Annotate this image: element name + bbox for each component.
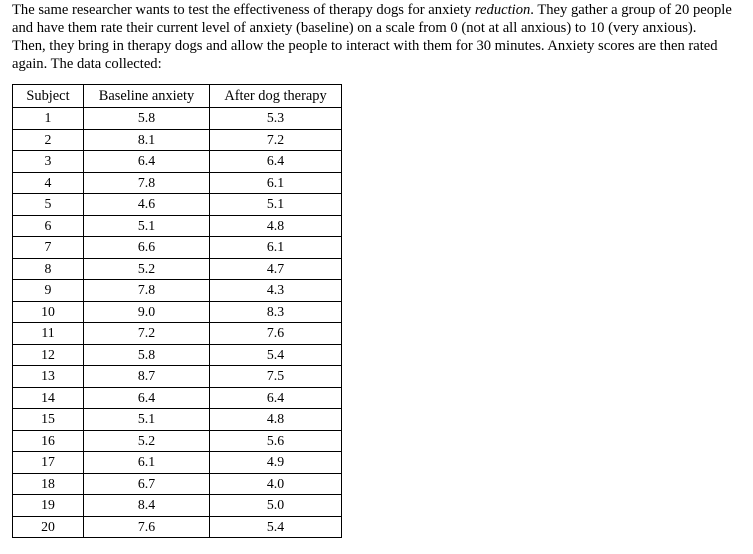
- intro-paragraph: [12, 1, 732, 73]
- cell-baseline: 7.8: [84, 172, 210, 194]
- cell-subject: 11: [13, 323, 84, 345]
- cell-after: 7.2: [210, 129, 342, 151]
- cell-after: 6.1: [210, 237, 342, 259]
- cell-baseline: 8.1: [84, 129, 210, 151]
- cell-baseline: 5.1: [84, 409, 210, 431]
- table-row: [13, 151, 342, 173]
- cell-baseline: 4.6: [84, 194, 210, 216]
- table-row: [13, 215, 342, 237]
- cell-after: 8.3: [210, 301, 342, 323]
- cell-subject: 18: [13, 473, 84, 495]
- table-row: [13, 516, 342, 538]
- cell-after: 4.8: [210, 215, 342, 237]
- header-baseline-anxiety: Baseline anxiety: [84, 85, 210, 108]
- cell-subject: 7: [13, 237, 84, 259]
- cell-subject: 2: [13, 129, 84, 151]
- cell-subject: 1: [13, 108, 84, 130]
- cell-subject: 16: [13, 430, 84, 452]
- cell-subject: 9: [13, 280, 84, 302]
- cell-baseline: 6.7: [84, 473, 210, 495]
- table-row: [13, 430, 342, 452]
- header-after-dog-therapy: After dog therapy: [210, 85, 342, 108]
- table-row: [13, 194, 342, 216]
- table-header-row: [13, 85, 342, 108]
- cell-baseline: 6.4: [84, 387, 210, 409]
- cell-baseline: 5.8: [84, 108, 210, 130]
- intro-emphasis: reduction: [474, 2, 531, 18]
- cell-after: 4.3: [210, 280, 342, 302]
- table-row: [13, 366, 342, 388]
- table-body: [13, 108, 342, 538]
- cell-baseline: 9.0: [84, 301, 210, 323]
- cell-baseline: 6.1: [84, 452, 210, 474]
- cell-after: 5.6: [210, 430, 342, 452]
- cell-after: 5.4: [210, 516, 342, 538]
- cell-after: 4.8: [210, 409, 342, 431]
- intro-text-part1: The same researcher wants to test the effectiveness of therapy dogs for anxiety: [12, 2, 475, 18]
- anxiety-data-table: [12, 84, 342, 538]
- cell-baseline: 6.4: [84, 151, 210, 173]
- table-row: [13, 172, 342, 194]
- cell-subject: 3: [13, 151, 84, 173]
- table-row: [13, 452, 342, 474]
- cell-baseline: 7.2: [84, 323, 210, 345]
- table-row: [13, 237, 342, 259]
- cell-subject: 15: [13, 409, 84, 431]
- table-row: [13, 387, 342, 409]
- cell-after: 4.0: [210, 473, 342, 495]
- cell-after: 5.1: [210, 194, 342, 216]
- cell-after: 6.1: [210, 172, 342, 194]
- cell-subject: 6: [13, 215, 84, 237]
- cell-after: 5.4: [210, 344, 342, 366]
- cell-after: 4.9: [210, 452, 342, 474]
- cell-after: 7.6: [210, 323, 342, 345]
- cell-subject: 4: [13, 172, 84, 194]
- table-row: [13, 258, 342, 280]
- cell-baseline: 5.2: [84, 258, 210, 280]
- table-row: [13, 409, 342, 431]
- table-row: [13, 344, 342, 366]
- cell-subject: 17: [13, 452, 84, 474]
- cell-baseline: 7.6: [84, 516, 210, 538]
- cell-subject: 8: [13, 258, 84, 280]
- cell-baseline: 8.7: [84, 366, 210, 388]
- cell-subject: 13: [13, 366, 84, 388]
- cell-subject: 19: [13, 495, 84, 517]
- cell-subject: 12: [13, 344, 84, 366]
- cell-baseline: 8.4: [84, 495, 210, 517]
- table-row: [13, 108, 342, 130]
- cell-baseline: 5.8: [84, 344, 210, 366]
- cell-subject: 20: [13, 516, 84, 538]
- table-row: [13, 495, 342, 517]
- cell-baseline: 5.2: [84, 430, 210, 452]
- cell-baseline: 6.6: [84, 237, 210, 259]
- cell-after: 6.4: [210, 387, 342, 409]
- cell-subject: 14: [13, 387, 84, 409]
- cell-subject: 5: [13, 194, 84, 216]
- table-row: [13, 280, 342, 302]
- cell-after: 4.7: [210, 258, 342, 280]
- cell-baseline: 7.8: [84, 280, 210, 302]
- table-row: [13, 129, 342, 151]
- cell-baseline: 5.1: [84, 215, 210, 237]
- cell-after: 7.5: [210, 366, 342, 388]
- cell-after: 5.3: [210, 108, 342, 130]
- header-subject: Subject: [13, 85, 84, 108]
- cell-after: 6.4: [210, 151, 342, 173]
- cell-after: 5.0: [210, 495, 342, 517]
- intro-text-part2: . They gather a group of 20 people and have them rate their current level of anxiety (baseline) on a scale from 0 (not at all anxious) to 10 (very anxious). Then, they bring in therapy dogs and allow the people to interact with them for 30 minutes. Anxiety scores are then rated again. The data collected:: [12, 2, 732, 72]
- table-row: [13, 473, 342, 495]
- table-row: [13, 301, 342, 323]
- table-row: [13, 323, 342, 345]
- cell-subject: 10: [13, 301, 84, 323]
